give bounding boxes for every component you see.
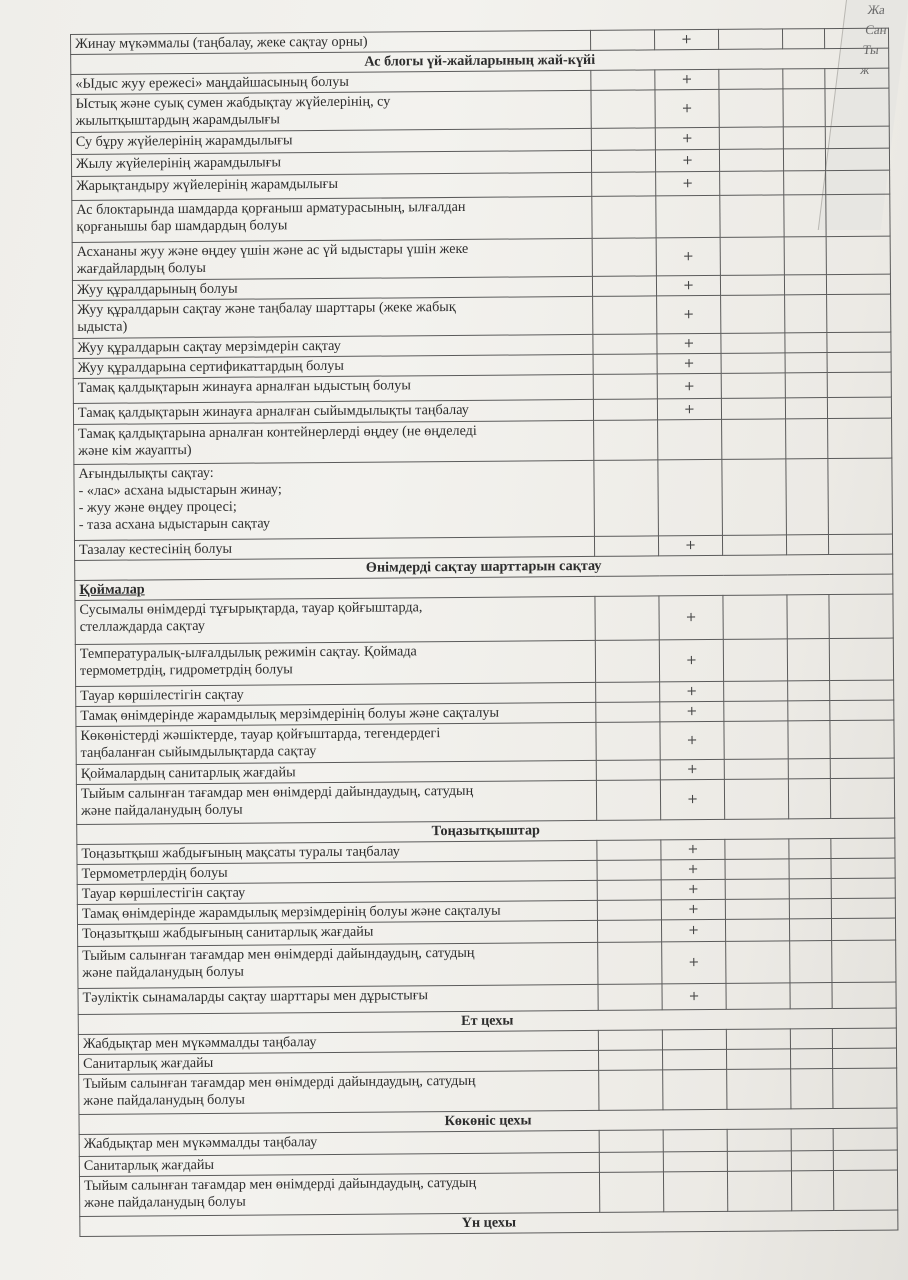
empty-cell bbox=[783, 69, 825, 89]
compliance-mark: + bbox=[655, 89, 719, 128]
subsection-title: Қоймалар bbox=[75, 574, 893, 600]
empty-cell bbox=[824, 28, 888, 49]
empty-cell bbox=[788, 701, 830, 721]
criterion-text: Тамақ қалдықтарын жинауға арналған ыдыстың болуы bbox=[73, 374, 593, 403]
empty-cell bbox=[598, 984, 662, 1011]
checklist-row bbox=[75, 638, 893, 686]
empty-cell bbox=[831, 838, 895, 859]
empty-cell bbox=[593, 296, 657, 335]
empty-cell bbox=[830, 758, 894, 779]
criterion-text: Жуу құралдарына сертификаттардың болуы bbox=[73, 354, 593, 378]
empty-cell bbox=[591, 150, 655, 173]
empty-cell bbox=[590, 30, 654, 51]
compliance-mark bbox=[662, 1029, 726, 1050]
criterion-text: Тәуліктік сынамаларды сақтау шарттары мен дұрыстығы bbox=[78, 984, 598, 1014]
empty-cell bbox=[790, 941, 832, 983]
criterion-text: Су бұру жүйелерінің жарамдылығы bbox=[71, 128, 591, 154]
empty-cell bbox=[599, 1172, 663, 1213]
compliance-mark: + bbox=[658, 535, 722, 556]
empty-cell bbox=[832, 1048, 896, 1069]
empty-cell bbox=[726, 941, 790, 984]
compliance-mark: + bbox=[660, 721, 724, 760]
criterion-text: Жарықтандыру жүйелерінің жарамдылығы bbox=[72, 172, 592, 200]
empty-cell bbox=[591, 90, 655, 129]
empty-cell bbox=[727, 1129, 791, 1152]
compliance-mark: + bbox=[656, 237, 720, 276]
empty-cell bbox=[599, 1130, 663, 1153]
empty-cell bbox=[830, 680, 894, 701]
compliance-mark: + bbox=[656, 275, 720, 296]
empty-cell bbox=[787, 639, 829, 681]
empty-cell bbox=[597, 900, 661, 921]
criterion-text: Термометрлердің болуы bbox=[77, 860, 597, 884]
empty-cell bbox=[724, 759, 788, 780]
empty-cell bbox=[829, 594, 893, 639]
empty-cell bbox=[828, 418, 892, 459]
compliance-mark bbox=[658, 459, 723, 536]
compliance-mark: + bbox=[661, 899, 725, 920]
criterion-text: «Ыдыс жуу ережесі» маңдайшасының болуы bbox=[71, 70, 591, 94]
empty-cell bbox=[788, 759, 830, 779]
criterion-text: Көкөністерді жәшіктерде, тауар қойғыштарда, тегендердегі таңбаланған сыйымдылықтарда сақтау bbox=[76, 722, 596, 764]
empty-cell bbox=[593, 374, 657, 400]
empty-cell bbox=[830, 700, 894, 721]
compliance-mark bbox=[662, 1049, 726, 1070]
compliance-mark: + bbox=[660, 701, 724, 722]
empty-cell bbox=[720, 195, 784, 238]
criterion-text: Тамақ қалдықтарын жинауға арналған сыйымдылықты таңбалау bbox=[73, 399, 593, 424]
checklist-row bbox=[72, 236, 890, 280]
criterion-text: Жинау мүкәммалы (таңбалау, жеке сақтау орны) bbox=[71, 30, 591, 54]
checklist-row bbox=[74, 458, 893, 540]
empty-cell bbox=[825, 68, 889, 89]
empty-cell bbox=[833, 1128, 897, 1151]
compliance-mark: + bbox=[655, 149, 719, 172]
empty-cell bbox=[726, 1049, 790, 1070]
empty-cell bbox=[725, 859, 789, 880]
compliance-mark: + bbox=[655, 69, 719, 90]
empty-cell bbox=[789, 859, 831, 879]
empty-cell bbox=[593, 334, 657, 355]
empty-cell bbox=[721, 333, 785, 354]
empty-cell bbox=[597, 840, 661, 861]
empty-cell bbox=[724, 779, 788, 820]
compliance-mark bbox=[663, 1171, 727, 1212]
empty-cell bbox=[831, 858, 895, 879]
empty-cell bbox=[787, 595, 829, 639]
empty-cell bbox=[596, 722, 660, 761]
empty-cell bbox=[825, 88, 889, 127]
checklist-row bbox=[74, 418, 892, 464]
empty-cell bbox=[827, 397, 891, 419]
criterion-text: Жуу құралдарын сақтау мерзімдерін сақтау bbox=[73, 334, 593, 358]
section-title: Үн цехы bbox=[80, 1210, 898, 1236]
empty-cell bbox=[591, 128, 655, 151]
empty-cell bbox=[724, 721, 788, 760]
empty-cell bbox=[826, 274, 890, 295]
empty-cell bbox=[595, 596, 659, 641]
empty-cell bbox=[791, 1171, 833, 1211]
empty-cell bbox=[785, 373, 827, 398]
empty-cell bbox=[593, 354, 657, 375]
empty-cell bbox=[788, 721, 830, 759]
checklist-row bbox=[76, 720, 894, 764]
empty-cell bbox=[719, 69, 783, 90]
empty-cell bbox=[784, 171, 826, 195]
empty-cell bbox=[724, 681, 788, 702]
criterion-text: Тамақ өнімдерінде жарамдылық мерзімдерінің болуы және сақталуы bbox=[76, 702, 596, 726]
empty-cell bbox=[831, 898, 895, 919]
section-title: Тоңазытқыштар bbox=[77, 818, 895, 844]
empty-cell bbox=[830, 778, 894, 819]
criterion-text: Тоңазытқыш жабдығының мақсаты туралы таңбалау bbox=[77, 840, 597, 864]
empty-cell bbox=[832, 1028, 896, 1049]
compliance-mark: + bbox=[661, 879, 725, 900]
checklist-row bbox=[79, 1068, 897, 1114]
compliance-mark: + bbox=[662, 941, 726, 984]
empty-cell bbox=[833, 1170, 897, 1211]
empty-cell bbox=[785, 295, 827, 333]
compliance-mark bbox=[656, 195, 720, 238]
empty-cell bbox=[720, 171, 784, 196]
criterion-text: Жабдықтар мен мүкәммалды таңбалау bbox=[79, 1130, 599, 1156]
empty-cell bbox=[826, 236, 890, 275]
empty-cell bbox=[597, 920, 661, 943]
empty-cell bbox=[783, 149, 825, 171]
empty-cell bbox=[785, 333, 827, 353]
compliance-mark bbox=[663, 1069, 727, 1110]
compliance-mark: + bbox=[657, 353, 721, 374]
empty-cell bbox=[726, 1029, 790, 1050]
criterion-text: Жуу құралдарының болуы bbox=[72, 276, 592, 300]
criterion-text: Санитарлық жағдайы bbox=[79, 1050, 599, 1074]
empty-cell bbox=[791, 1129, 833, 1151]
section-title: Өнімдерді сақтау шарттарын сақтау bbox=[75, 554, 893, 580]
empty-cell bbox=[826, 194, 890, 237]
compliance-mark: + bbox=[655, 127, 719, 150]
empty-cell bbox=[722, 535, 786, 556]
section-title: Көкөніс цехы bbox=[79, 1108, 897, 1134]
empty-cell bbox=[782, 29, 824, 49]
empty-cell bbox=[828, 458, 893, 535]
criterion-text: Жабдықтар мен мүкәммалды таңбалау bbox=[78, 1030, 598, 1054]
empty-cell bbox=[832, 940, 896, 983]
corner-fragment-2: Сан bbox=[864, 22, 888, 37]
empty-cell bbox=[789, 839, 831, 859]
empty-cell bbox=[726, 983, 790, 1010]
empty-cell bbox=[597, 860, 661, 881]
empty-cell bbox=[592, 276, 656, 297]
criterion-text: Ас блоктарында шамдарда қорғаныш арматурасының, ылғалдан қорғанышы бар шамдардың болуы bbox=[72, 196, 592, 242]
empty-cell bbox=[783, 89, 825, 127]
criterion-text: Ағындылықты сақтау: - «лас» асхана ыдыстарын жинау; - жуу және өңдеу процесі; - таза асхана ыдыстарын сақтау bbox=[74, 460, 595, 540]
empty-cell bbox=[720, 237, 784, 276]
corner-fragment-4: ж bbox=[859, 62, 871, 77]
criterion-text: Тыйым салынған тағамдар мен өнімдерді дайындаудың, сатудың және пайдаланудың болуы bbox=[79, 1172, 599, 1216]
criterion-text: Тазалау кестесінің болуы bbox=[74, 536, 594, 560]
compliance-mark bbox=[663, 1151, 727, 1172]
checklist-row bbox=[75, 594, 893, 644]
empty-cell bbox=[789, 919, 831, 941]
compliance-mark bbox=[663, 1129, 727, 1152]
criterion-text: Ыстық және суық сумен жабдықтау жүйелерінің, су жылытқыштардың жарамдылығы bbox=[71, 90, 591, 132]
empty-cell bbox=[727, 1151, 791, 1172]
empty-cell bbox=[721, 353, 785, 374]
criterion-text: Жылу жүйелерінің жарамдылығы bbox=[71, 150, 591, 176]
checklist-sheet bbox=[70, 28, 897, 1237]
empty-cell bbox=[723, 595, 787, 640]
empty-cell bbox=[722, 419, 786, 460]
empty-cell bbox=[719, 89, 783, 128]
empty-cell bbox=[786, 459, 829, 535]
checklist-row bbox=[73, 294, 891, 338]
empty-cell bbox=[593, 399, 657, 421]
empty-cell bbox=[830, 720, 894, 759]
empty-cell bbox=[829, 638, 893, 681]
criterion-text: Тауар көршілестігін сақтау bbox=[77, 880, 597, 904]
empty-cell bbox=[598, 1050, 662, 1071]
empty-cell bbox=[788, 779, 830, 819]
checklist-row bbox=[71, 88, 889, 132]
empty-cell bbox=[718, 29, 782, 50]
empty-cell bbox=[596, 780, 660, 821]
empty-cell bbox=[833, 1150, 897, 1171]
empty-cell bbox=[725, 839, 789, 860]
compliance-mark: + bbox=[661, 839, 725, 860]
empty-cell bbox=[786, 419, 828, 459]
compliance-mark: + bbox=[660, 681, 724, 702]
checklist-row bbox=[78, 940, 896, 988]
inspection-checklist-table bbox=[70, 28, 898, 1237]
criterion-text: Жуу құралдарын сақтау және таңбалау шарттары (жеке жабық ыдыста) bbox=[73, 296, 593, 338]
criterion-text: Тыйым салынған тағамдар мен өнімдерді дайындаудың, сатудың және пайдаланудың болуы bbox=[79, 1070, 599, 1114]
empty-cell bbox=[721, 373, 785, 399]
empty-cell bbox=[724, 701, 788, 722]
criterion-text: Тыйым салынған тағамдар мен өнімдерді дайындаудың, сатудың және пайдаланудың болуы bbox=[76, 780, 596, 824]
empty-cell bbox=[790, 1049, 832, 1069]
compliance-mark: + bbox=[657, 295, 721, 334]
empty-cell bbox=[592, 172, 656, 197]
empty-cell bbox=[784, 275, 826, 295]
empty-cell bbox=[592, 238, 656, 277]
empty-cell bbox=[785, 398, 827, 419]
empty-cell bbox=[594, 420, 658, 461]
empty-cell bbox=[825, 126, 889, 149]
empty-cell bbox=[825, 148, 889, 171]
empty-cell bbox=[596, 682, 660, 703]
empty-cell bbox=[790, 1029, 832, 1049]
empty-cell bbox=[599, 1152, 663, 1173]
compliance-mark: + bbox=[657, 333, 721, 354]
empty-cell bbox=[596, 702, 660, 723]
empty-cell bbox=[596, 760, 660, 781]
compliance-mark: + bbox=[659, 639, 723, 682]
criterion-text: Тоңазытқыш жабдығының санитарлық жағдайы bbox=[77, 920, 597, 946]
corner-fragment-1: Жа bbox=[866, 2, 886, 17]
empty-cell bbox=[831, 878, 895, 899]
corner-fragment-3: Ты bbox=[862, 42, 880, 57]
checklist-row bbox=[76, 778, 894, 824]
empty-cell bbox=[720, 275, 784, 296]
empty-cell bbox=[591, 70, 655, 91]
empty-cell bbox=[832, 982, 896, 1009]
empty-cell bbox=[719, 149, 783, 172]
section-title: Ас блогы үй-жайларының жай-күйі bbox=[71, 48, 889, 74]
empty-cell bbox=[719, 127, 783, 150]
empty-cell bbox=[725, 919, 789, 942]
compliance-mark: + bbox=[657, 373, 721, 399]
empty-cell bbox=[826, 170, 890, 195]
empty-cell bbox=[722, 459, 787, 536]
empty-cell bbox=[789, 899, 831, 919]
compliance-mark: + bbox=[662, 983, 726, 1010]
empty-cell bbox=[721, 295, 785, 334]
empty-cell bbox=[790, 983, 832, 1009]
criterion-text: Сусымалы өнімдерді тұғырықтарда, тауар қойғыштарда, стеллаждарда сақтау bbox=[75, 596, 595, 644]
compliance-mark: + bbox=[657, 398, 721, 420]
section-title: Ет цехы bbox=[78, 1008, 896, 1034]
empty-cell bbox=[784, 237, 826, 275]
compliance-mark: + bbox=[661, 919, 725, 942]
empty-cell bbox=[831, 918, 895, 941]
empty-cell bbox=[727, 1069, 791, 1110]
empty-cell bbox=[598, 942, 662, 985]
empty-cell bbox=[791, 1151, 833, 1171]
empty-cell bbox=[725, 879, 789, 900]
checklist-row bbox=[72, 194, 890, 242]
compliance-mark: + bbox=[656, 171, 720, 196]
empty-cell bbox=[721, 398, 785, 420]
criterion-text: Тамақ өнімдерінде жарамдылық мерзімдерінің болуы және сақталуы bbox=[77, 900, 597, 924]
empty-cell bbox=[786, 535, 828, 555]
empty-cell bbox=[598, 1030, 662, 1051]
empty-cell bbox=[594, 536, 658, 557]
empty-cell bbox=[827, 294, 891, 333]
criterion-text: Тауар көршілестігін сақтау bbox=[76, 682, 596, 706]
compliance-mark: + bbox=[659, 595, 723, 640]
empty-cell bbox=[784, 195, 826, 237]
empty-cell bbox=[791, 1069, 833, 1109]
criterion-text: Температуралық-ылғалдылық режимін сақтау. Қоймада термометрдің, гидрометрдің болуы bbox=[75, 640, 595, 686]
empty-cell bbox=[727, 1171, 791, 1212]
compliance-mark: + bbox=[660, 759, 724, 780]
empty-cell bbox=[594, 460, 659, 537]
criterion-text: Тамақ қалдықтарына арналған контейнерлерді өңдеу (не өңделеді және кім жауапты) bbox=[74, 420, 594, 464]
empty-cell bbox=[827, 372, 891, 398]
compliance-mark: + bbox=[660, 779, 724, 820]
criterion-text: Асхананы жуу және өңдеу үшін және ас үй ыдыстары үшін жеке жағдайлардың болуы bbox=[72, 238, 592, 280]
compliance-mark: + bbox=[661, 859, 725, 880]
empty-cell bbox=[789, 879, 831, 899]
compliance-mark: + bbox=[654, 29, 718, 50]
empty-cell bbox=[827, 352, 891, 373]
empty-cell bbox=[592, 196, 656, 239]
criterion-text: Қоймалардың санитарлық жағдайы bbox=[76, 760, 596, 784]
empty-cell bbox=[725, 899, 789, 920]
empty-cell bbox=[595, 640, 659, 683]
empty-cell bbox=[723, 639, 787, 682]
empty-cell bbox=[833, 1068, 897, 1109]
empty-cell bbox=[599, 1070, 663, 1111]
empty-cell bbox=[788, 681, 830, 701]
checklist-row bbox=[79, 1170, 897, 1216]
compliance-mark bbox=[658, 419, 722, 460]
criterion-text: Тыйым салынған тағамдар мен өнімдерді дайындаудың, сатудың және пайдаланудың болуы bbox=[78, 942, 598, 988]
criterion-text: Санитарлық жағдайы bbox=[79, 1152, 599, 1176]
empty-cell bbox=[785, 353, 827, 373]
empty-cell bbox=[827, 332, 891, 353]
empty-cell bbox=[828, 534, 892, 555]
empty-cell bbox=[597, 880, 661, 901]
empty-cell bbox=[783, 127, 825, 149]
